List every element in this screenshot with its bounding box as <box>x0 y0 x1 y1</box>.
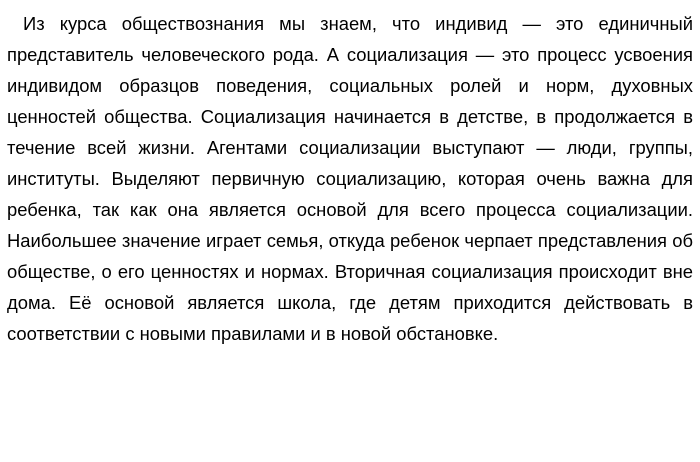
body-paragraph: Из курса обществознания мы знаем, что индивид — это единичный представитель человеческого рода. А социализация — это процесс усвоения индивидом образцов поведения, социальных ролей и норм, духовных ценностей общества. Социализация начинается в детстве, в продолжается в течение всей жизни. Агентами социализации выступают — люди, группы, институты. Выделяют первичную социализацию, которая очень важна для ребенка, так как она является основой для всего процесса социализации. Наибольшее значение играет семья, откуда ребенок черпает представления об обществе, о его ценностях и нормах. Вторичная социализация происходит вне дома. Её основой является школа, где детям приходится действовать в соответствии с новыми правилами и в новой обстановке. <box>7 13 693 344</box>
